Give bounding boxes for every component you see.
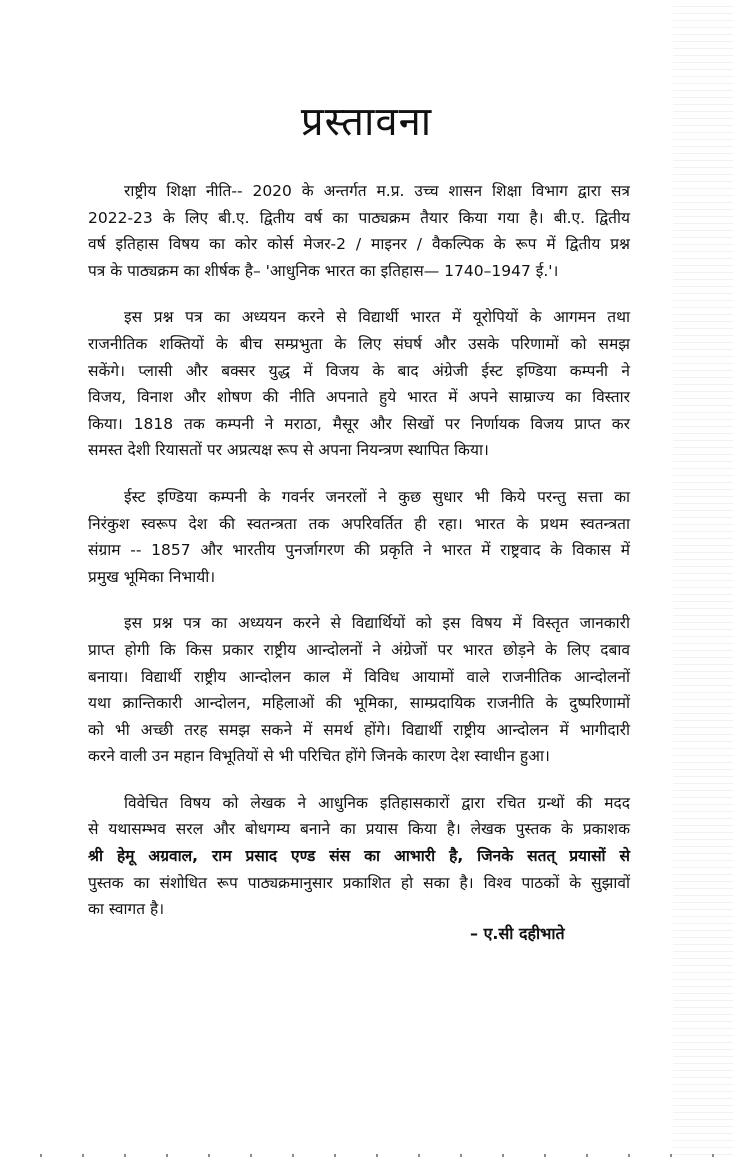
text-line: राजनीतिक शक्तियों के बीच सम्प्रभुता के लिए संघर्ष और उसके परिणामों को समझ: [88, 334, 630, 353]
text-line: राष्ट्रीय शिक्षा नीति-- 2020 के अन्तर्गत म.प्र. उच्च शासन शिक्षा विभाग द्वारा सत्र: [124, 182, 630, 200]
text-line: का स्वागत है।: [88, 900, 165, 919]
paragraph: [88, 178, 630, 284]
text-line: को भी अच्छी तरह समझ सकने में समर्थ होंगे। विद्यार्थी राष्ट्रीय आन्दोलन में भागीदारी: [88, 720, 630, 739]
paragraph: [88, 484, 630, 590]
text-line: प्राप्त होगी कि किस प्रकार राष्ट्रीय आन्दोलनों ने अंग्रेजों पर भारत छोड़ने के लिए दबाव: [88, 640, 630, 659]
preface-body: [88, 178, 630, 943]
text-line: वर्ष इतिहास विषय का कोर कोर्स मेजर-2 / माइनर / वैकल्पिक के रूप में द्वितीय प्रश्न: [88, 235, 630, 254]
paragraph: [88, 304, 630, 464]
paragraph: [88, 790, 630, 923]
text-line: पुस्तक का संशोधित रूप पाठ्यक्रमानुसार प्रकाशित हो सका है। विश्व पाठकों के सुझावों: [88, 873, 630, 892]
text-line: विजय, विनाश और शोषण की नीति अपनाते हुये भारत में अपने साम्राज्य का विस्तार: [88, 388, 630, 407]
text-line: संग्राम -- 1857 और भारतीय पुनर्जागरण की प्रकृति ने भारत में राष्ट्रवाद के विकास में: [88, 541, 630, 560]
scan-bottom-dots: [0, 1154, 733, 1157]
text-line: पत्र के पाठ्यक्रम का शीर्षक है– 'आधुनिक भारत का इतिहास— 1740–1947 ई.'।: [88, 261, 559, 280]
text-line: विवेचित विषय को लेखक ने आधुनिक इतिहासकारों द्वारा रचित ग्रन्थों की मदद: [124, 793, 630, 812]
text-line: श्री हेमू अग्रवाल, राम प्रसाद एण्ड संस का आभारी है, जिनके सतत् प्रयासों से: [88, 847, 630, 866]
text-line: इस प्रश्न पत्र का अध्ययन करने से विद्यार्थी भारत में यूरोपियों के आगमन तथा: [124, 308, 630, 327]
text-line: बनाया। विद्यार्थी राष्ट्रीय आन्दोलन काल में विविध आयामों वाले राजनीतिक आन्दोलनों: [88, 667, 630, 686]
text-line: समस्त देशी रियासतों पर अप्रत्यक्ष रूप से अपना नियन्त्रण स्थापित किया।: [88, 441, 489, 460]
text-line: ईस्ट इण्डिया कम्पनी के गवर्नर जनरलों ने कुछ सुधार भी किये परन्तु सत्ता का: [124, 487, 630, 506]
page-title: प्रस्तावना: [300, 99, 433, 145]
paragraph: [88, 610, 630, 770]
scan-edge-shadow: [673, 0, 733, 1161]
text-line: इस प्रश्न पत्र का अध्ययन करने से विद्यार्थियों को इस विषय में विस्तृत जानकारी: [124, 614, 630, 633]
text-line: प्रमुख भूमिका निभायी।: [88, 567, 216, 586]
author-signature: – ए.सी दहीभाते: [470, 924, 565, 943]
text-line: सकेंगे। प्लासी और बक्सर युद्ध में विजय के बाद अंग्रेजी ईस्ट इण्डिया कम्पनी ने: [88, 361, 630, 380]
text-line: करने वाली उन महान विभूतियों से भी परिचित होंगे जिनके कारण देश स्वाधीन हुआ।: [88, 747, 550, 766]
text-line: यथा क्रान्तिकारी आन्दोलन, महिलाओं की भूमिका, साम्प्रदायिक राजनीति के दुष्परिणामों: [88, 694, 630, 713]
text-line: किया। 1818 तक कम्पनी ने मराठा, मैसूर और सिखों पर निर्णायक विजय प्राप्त कर: [88, 414, 630, 433]
text-line: 2022-23 के लिए बी.ए. द्वितीय वर्ष का पाठ्यक्रम तैयार किया गया है। बी.ए. द्वितीय: [88, 208, 630, 227]
text-line: निरंकुश स्वरूप देश की स्वतन्त्रता तक अपरिवर्तित ही रहा। भारत के प्रथम स्वतन्त्रता: [88, 514, 630, 533]
text-line: से यथासम्भव सरल और बोधगम्य बनाने का प्रयास किया है। लेखक पुस्तक के प्रकाशक: [88, 820, 630, 839]
